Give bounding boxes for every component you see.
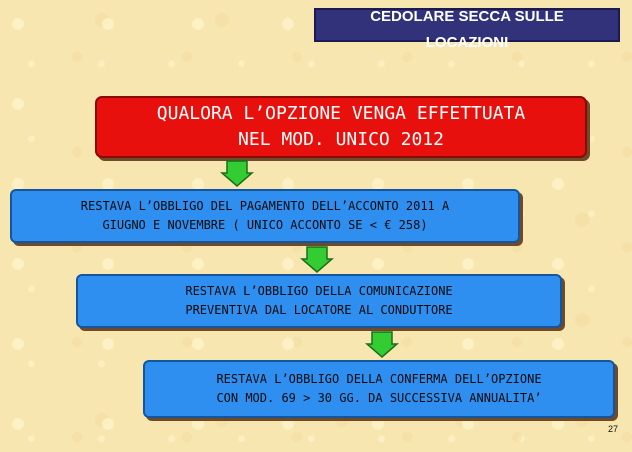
condition-box bbox=[95, 96, 587, 158]
step-box-confirmation bbox=[143, 360, 615, 418]
condition-line-2: NEL MOD. UNICO 2012 bbox=[238, 129, 444, 150]
step-box-payment bbox=[10, 189, 520, 243]
down-arrow-icon bbox=[366, 332, 398, 358]
step-3-line-1: RESTAVA L’OBBLIGO DELLA CONFERMA DELL’OPZIONE bbox=[216, 372, 542, 386]
down-arrow-icon bbox=[301, 247, 333, 273]
down-arrow-icon bbox=[221, 161, 253, 187]
step-1-line-1: RESTAVA L’OBBLIGO DEL PAGAMENTO DELL’ACCONTO 2011 A bbox=[80, 199, 450, 213]
slide-title-text: CEDOLARE SECCA SULLE LOCAZIONI bbox=[370, 8, 564, 51]
slide-title bbox=[314, 8, 620, 51]
page-number: 27 bbox=[607, 424, 618, 434]
step-box-communication bbox=[76, 274, 562, 328]
step-2-line-2: PREVENTIVA DAL LOCATORE AL CONDUTTORE bbox=[185, 303, 453, 317]
step-2-line-1: RESTAVA L’OBBLIGO DELLA COMUNICAZIONE bbox=[185, 284, 453, 298]
condition-line-1: QUALORA L’OPZIONE VENGA EFFETTUATA bbox=[156, 103, 526, 124]
step-3-line-2: CON MOD. 69 > 30 GG. DA SUCCESSIVA ANNUALITA’ bbox=[216, 391, 542, 405]
step-1-line-2: GIUGNO E NOVEMBRE ( UNICO ACCONTO SE < € 258) bbox=[102, 218, 428, 232]
